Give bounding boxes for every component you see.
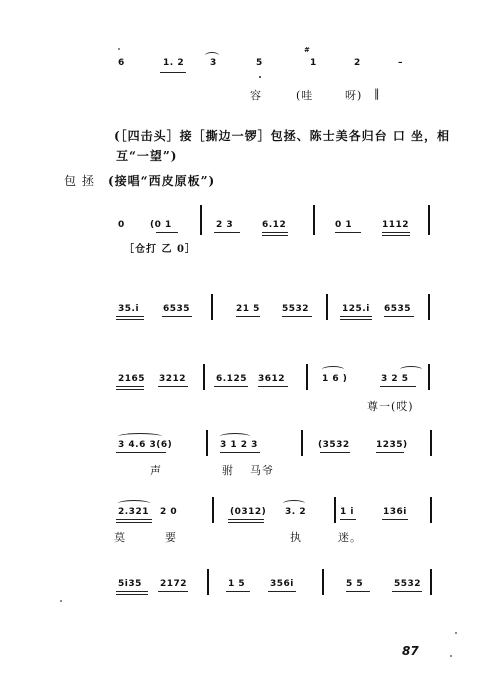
note: 136i <box>383 507 407 517</box>
barline <box>430 497 432 523</box>
beam <box>340 519 356 520</box>
role-label: 包 拯 <box>64 174 95 188</box>
barline <box>428 294 430 320</box>
note: 5 5 <box>346 579 364 589</box>
slur <box>283 500 305 507</box>
note-5: 5 <box>256 58 263 68</box>
print-speck <box>455 632 457 634</box>
note: 6.125 <box>216 374 247 384</box>
beam <box>116 319 144 320</box>
note: 6535 <box>163 304 191 314</box>
note: 5i35 <box>118 579 142 589</box>
sustain-dash: – <box>398 58 403 68</box>
note: (3532 <box>318 440 350 450</box>
beam <box>376 452 404 453</box>
aria-title: (接唱“西皮原板”) <box>108 174 216 188</box>
note: 1112 <box>382 220 410 230</box>
barline <box>428 364 430 390</box>
note: 5532 <box>282 304 310 314</box>
beam <box>156 232 178 233</box>
note: 0 <box>118 220 125 230</box>
note: 2165 <box>118 374 146 384</box>
percussion-cue: ［仓打 乙 0］ <box>124 244 196 255</box>
beam <box>116 389 144 390</box>
barline <box>326 294 328 320</box>
beam <box>116 386 144 387</box>
note-1-2: 1. 2 <box>163 58 185 68</box>
lyric: 声 <box>150 464 162 477</box>
beam <box>382 232 410 233</box>
barline <box>334 497 336 523</box>
print-speck <box>118 48 120 50</box>
note: 0 1 <box>335 220 353 230</box>
beam <box>382 235 410 236</box>
stage-direction-line-2: 互“一望”) <box>116 149 178 163</box>
beam <box>340 319 372 320</box>
barline <box>322 569 324 595</box>
beam <box>258 386 288 387</box>
beam <box>380 386 416 387</box>
barline <box>306 364 308 390</box>
barline <box>212 497 214 523</box>
beam <box>214 386 248 387</box>
barline <box>430 569 432 595</box>
beam <box>236 316 260 317</box>
beam <box>116 591 148 592</box>
note: 3 1 2 3 <box>220 440 258 450</box>
beam <box>228 519 264 520</box>
barline <box>428 205 430 235</box>
lyric: (哇 <box>296 89 314 102</box>
slur <box>118 500 150 507</box>
barline <box>200 205 202 235</box>
note: 1 5 <box>228 579 246 589</box>
note: 2 3 <box>216 220 234 230</box>
beam <box>116 452 166 453</box>
beam <box>262 232 288 233</box>
note: 21 5 <box>236 304 260 314</box>
note: 6535 <box>384 304 412 314</box>
phrase-end-mark: ‖ <box>374 87 381 100</box>
barline <box>301 430 303 456</box>
beam <box>220 452 260 453</box>
lyric: 执 <box>290 531 302 544</box>
lyric: 莫 <box>114 531 126 544</box>
note: 1235) <box>376 440 408 450</box>
beam <box>116 594 148 595</box>
slur <box>220 433 250 440</box>
beam <box>116 519 152 520</box>
beam <box>228 522 264 523</box>
beam <box>262 235 288 236</box>
lyric: 马爷 <box>250 464 274 477</box>
note: 2.321 <box>118 507 149 517</box>
note: 3. 2 <box>285 507 307 517</box>
note: 1 6 ) <box>322 374 348 384</box>
note-1: 1 <box>310 58 317 68</box>
print-speck <box>450 655 452 657</box>
note: 3 4.6 3(6) <box>118 440 173 450</box>
note: 5532 <box>394 579 422 589</box>
barline <box>203 364 205 390</box>
page-number: 87 <box>402 644 419 658</box>
beam <box>116 522 152 523</box>
octave-dot <box>259 76 261 78</box>
note: 1 i <box>340 507 354 517</box>
beam <box>160 72 186 73</box>
note: 3 2 5 <box>381 374 409 384</box>
beam <box>214 232 240 233</box>
slur <box>400 366 422 373</box>
note: 3212 <box>159 374 187 384</box>
beam <box>226 591 250 592</box>
note: (0 1 <box>150 220 172 230</box>
lyric: 尊一(哎) <box>367 400 414 413</box>
note-2: 2 <box>354 58 361 68</box>
barline <box>313 205 315 235</box>
lyric: 驸 <box>222 464 234 477</box>
beam <box>335 232 361 233</box>
note-3: 3 <box>210 58 217 68</box>
slur <box>118 433 162 440</box>
grace-mark: # <box>304 46 311 54</box>
beam <box>382 519 408 520</box>
beam <box>158 591 188 592</box>
lyric: 迷。 <box>338 531 362 544</box>
beam <box>268 591 296 592</box>
beam <box>320 452 350 453</box>
barline <box>211 294 213 320</box>
beam <box>162 316 192 317</box>
beam <box>340 316 372 317</box>
barline <box>207 569 209 595</box>
lyric: 要 <box>165 531 177 544</box>
note: 2 0 <box>160 507 178 517</box>
print-speck <box>60 600 62 602</box>
note: 2172 <box>160 579 188 589</box>
note: (0312) <box>230 507 267 517</box>
barline <box>430 430 432 456</box>
note: 6.12 <box>262 220 287 230</box>
beam <box>346 591 370 592</box>
beam <box>392 591 422 592</box>
barline <box>206 430 208 456</box>
beam <box>282 316 312 317</box>
beam <box>116 316 144 317</box>
beam <box>384 316 414 317</box>
note-6: 6 <box>118 58 125 68</box>
lyric: 呀) <box>345 89 363 102</box>
note: 35.i <box>118 304 140 314</box>
slur <box>205 52 219 59</box>
note: 3612 <box>258 374 286 384</box>
stage-direction-line-1: (［四击头］接［撕边一锣］包拯、陈士美各归台 口 坐，相 <box>114 129 451 143</box>
lyric: 容 <box>250 89 262 102</box>
note: 125.i <box>342 304 370 314</box>
beam <box>158 386 188 387</box>
note: 356i <box>270 579 294 589</box>
slur <box>322 366 344 373</box>
